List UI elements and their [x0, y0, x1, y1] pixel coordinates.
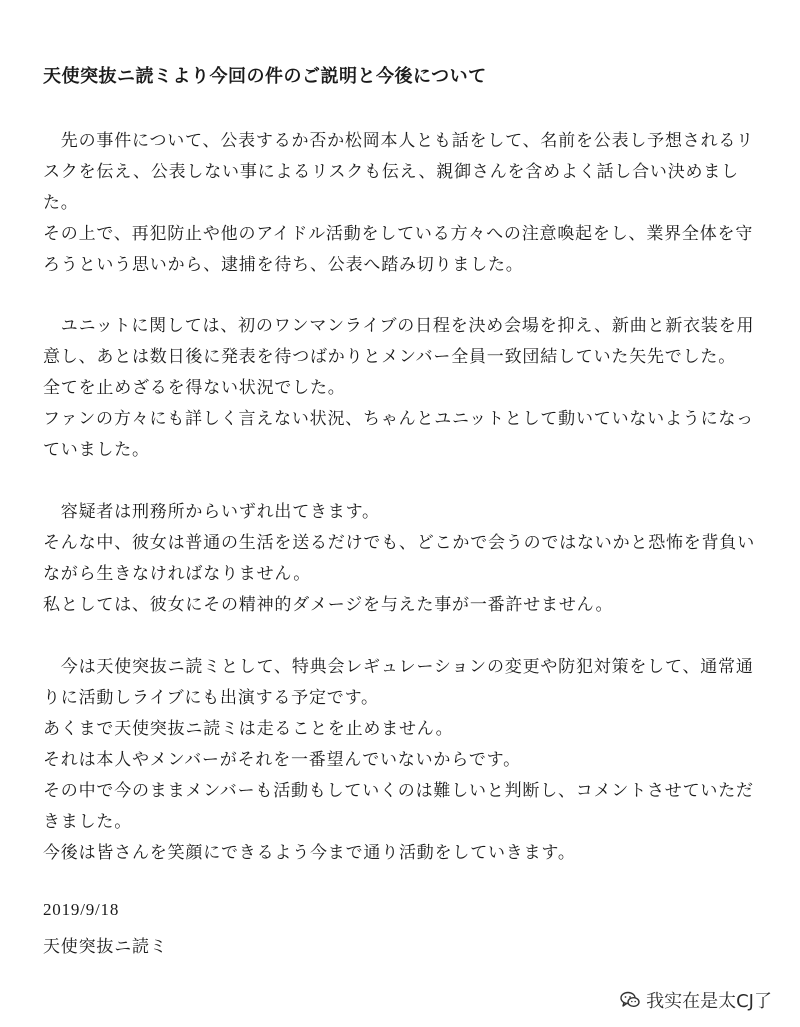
paragraph-4-line-1: 今は天使突抜ニ読ミとして、特典会レギュレーションの変更や防犯対策をして、通常通 [43, 657, 754, 677]
paragraph-3-line-1: 容疑者は刑務所からいずれ出てきます。 [43, 502, 380, 522]
paragraph-2-line-4: ファンの方々にも詳しく言えない状況、ちゃんとユニットとして動いていないようになっ [43, 409, 754, 429]
wechat-icon [620, 991, 640, 1009]
paragraph-1-line-5: ろうという思いから、逮捕を待ち、公表へ踏み切りました。 [43, 255, 524, 275]
paragraph-1-line-4: その上で、再犯防止や他のアイドル活動をしている方々への注意喚起をし、業界全体を守 [43, 224, 754, 244]
paragraph-2-line-2: 意し、あとは数日後に発表を待つばかりとメンバー全員一致団結していた矢先でした。 [43, 347, 737, 367]
paragraph-4-line-6: きました。 [43, 812, 132, 832]
paragraph-3-line-4: 私としては、彼女にその精神的ダメージを与えた事が一番許せません。 [43, 595, 614, 615]
watermark [620, 987, 772, 1013]
watermark-text: 我实在是太CJ了 [646, 991, 772, 1012]
paragraph-2-line-1: ユニットに関しては、初のワンマンライブの日程を決め会場を抑え、新曲と新衣装を用 [43, 316, 755, 336]
paragraph-1-line-1: 先の事件について、公表するか否か松岡本人とも話をして、名前を公表し予想されるリ [43, 131, 754, 151]
paragraph-2-line-3: 全てを止めざるを得ない状況でした。 [43, 378, 346, 398]
paragraph-4-line-4: それは本人やメンバーがそれを一番望んでいないからです。 [43, 750, 521, 770]
paragraph-3-line-2: そんな中、彼女は普通の生活を送るだけでも、どこかで会うのではないかと恐怖を背負い [43, 533, 755, 553]
paragraph-4-line-3: あくまで天使突抜ニ読ミは走ることを止めません。 [43, 719, 454, 739]
paragraph-3-line-3: ながら生きなければなりません。 [43, 564, 312, 584]
document-signature: 天使突抜ニ読ミ [43, 937, 168, 957]
paragraph-1-line-2: スクを伝え、公表しない事によるリスクも伝え、親御さんを含めよく話し合い決めまし [43, 162, 739, 182]
paragraph-4-line-7: 今後は皆さんを笑顔にできるよう今まで通り活動をしていきます。 [43, 843, 576, 863]
document-date: 2019/9/18 [43, 900, 120, 919]
document-title: 天使突抜ニ読ミより今回の件のご説明と今後について [43, 66, 487, 87]
paragraph-4-line-5: その中で今のままメンバーも活動もしていくのは難しいと判断し、コメントさせていただ [43, 781, 754, 801]
paragraph-4-line-2: りに活動しライブにも出演する予定です。 [43, 688, 379, 708]
paragraph-1-line-3: た。 [43, 193, 79, 213]
paragraph-2-line-5: ていました。 [43, 440, 150, 460]
